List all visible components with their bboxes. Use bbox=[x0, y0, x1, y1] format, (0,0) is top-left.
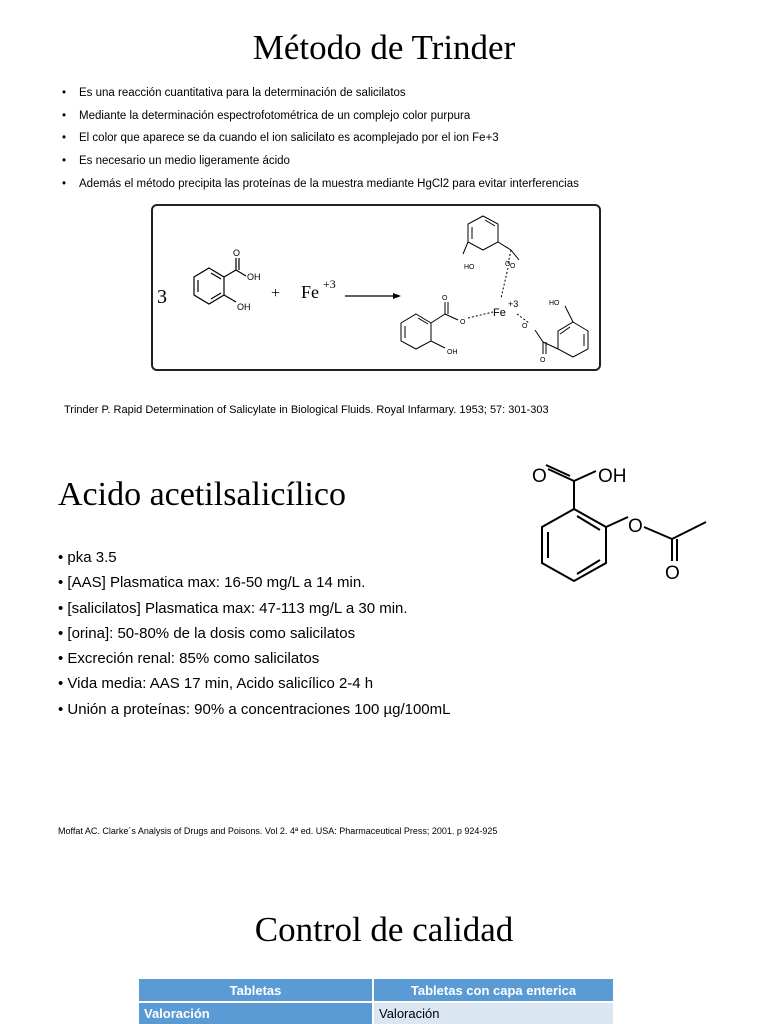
page-title-trinder: Método de Trinder bbox=[252, 28, 516, 67]
bullet-text: pka 3.5 bbox=[67, 549, 117, 566]
atom-label: HO bbox=[464, 264, 475, 271]
table-cell: Valoración bbox=[373, 1002, 614, 1024]
atom-label: O bbox=[540, 357, 546, 364]
atom-label: O bbox=[505, 261, 511, 268]
bullet-icon: • bbox=[58, 700, 68, 718]
complex-fe-label: Fe bbox=[493, 307, 506, 319]
quality-control-table bbox=[139, 979, 615, 1024]
list-item bbox=[58, 572, 450, 597]
page-title-aas: Acido acetilsalicílico bbox=[58, 476, 346, 513]
atom-label: OH bbox=[237, 302, 251, 312]
bullet-icon: • bbox=[58, 599, 68, 617]
bullet-text: El color que aparece se da cuando el ion salicilato es acomplejado por el ion Fe+3 bbox=[79, 132, 499, 145]
trinder-reaction-diagram bbox=[151, 204, 601, 371]
list-item bbox=[58, 623, 450, 648]
atom-label: OH bbox=[247, 272, 261, 282]
atom-label: O bbox=[628, 516, 643, 537]
bullet-text: [salicilatos] Plasmatica max: 47-113 mg/L a 30 min. bbox=[67, 599, 408, 617]
bullet-text: [orina]: 50-80% de la dosis como salicilatos bbox=[67, 624, 356, 642]
plus-sign: + bbox=[271, 285, 281, 302]
atom-label: O bbox=[460, 319, 466, 326]
iron-salicylate-complex bbox=[401, 216, 588, 357]
atom-label: O bbox=[532, 466, 547, 487]
reaction-scheme bbox=[153, 206, 599, 369]
list-item bbox=[58, 648, 450, 673]
atom-label: O bbox=[233, 248, 241, 258]
bullet-icon: • bbox=[62, 87, 67, 99]
bullet-text: Vida media: AAS 17 min, Acido salicílico 2-4 h bbox=[67, 675, 374, 693]
list-item bbox=[62, 107, 579, 130]
bullet-text: [AAS] Plasmatica max: 16-50 mg/L a 14 min. bbox=[67, 574, 366, 592]
column-header: Tabletas con capa enterica bbox=[373, 979, 614, 1002]
aas-bullet-list bbox=[58, 547, 450, 724]
table-header-row bbox=[139, 979, 614, 1002]
bullet-icon: • bbox=[62, 177, 67, 190]
bullet-icon: • bbox=[58, 574, 68, 592]
atom-label: HO bbox=[549, 300, 560, 307]
bullet-icon: • bbox=[62, 155, 67, 168]
bullet-text: Unión a proteínas: 90% a concentraciones 100 µg/100mL bbox=[67, 700, 451, 718]
bullet-icon: • bbox=[58, 675, 68, 693]
complex-fe-charge: +3 bbox=[508, 299, 519, 309]
list-item bbox=[62, 129, 579, 152]
bullet-icon: • bbox=[62, 109, 67, 122]
bullet-text: Es necesario un medio ligeramente ácido bbox=[79, 155, 290, 168]
bullet-text: Es una reacción cuantitativa para la determinación de salicilatos bbox=[79, 87, 406, 99]
salicylic-acid-structure bbox=[194, 258, 246, 304]
iron-charge: +3 bbox=[323, 277, 336, 291]
bullet-icon: • bbox=[58, 549, 68, 566]
atom-label: O bbox=[522, 323, 528, 330]
table-cell: Valoración bbox=[139, 1002, 373, 1024]
list-item bbox=[62, 152, 579, 175]
list-item bbox=[62, 175, 579, 198]
acetylsalicylic-acid-structure bbox=[528, 455, 718, 585]
atom-label: OH bbox=[598, 466, 627, 487]
atom-label: O bbox=[510, 263, 516, 270]
atom-label: O bbox=[442, 295, 448, 302]
page-title-quality-control: Control de calidad bbox=[254, 910, 514, 949]
table-row bbox=[139, 1002, 614, 1024]
bullet-icon: • bbox=[58, 624, 68, 642]
list-item bbox=[58, 598, 450, 623]
list-item bbox=[58, 699, 450, 724]
atom-label: O bbox=[665, 563, 680, 584]
list-item bbox=[58, 673, 450, 698]
atom-label: OH bbox=[447, 349, 458, 356]
bullet-text: Además el método precipita las proteínas de la muestra mediante HgCl2 para evitar interferencias bbox=[79, 177, 579, 190]
trinder-reference: Trinder P. Rapid Determination of Salicylate in Biological Fluids. Royal Infarmary. 1953; 57: 301-303 bbox=[64, 404, 549, 416]
clarke-reference: Moffat AC. Clarke´s Analysis of Drugs and Poisons. Vol 2. 4ª ed. USA: Pharmaceutical Press; 2001. p 924-925 bbox=[58, 826, 498, 836]
bullet-icon: • bbox=[58, 650, 68, 668]
list-item bbox=[58, 547, 450, 572]
trinder-bullet-list bbox=[62, 84, 579, 197]
bullet-text: Excreción renal: 85% como salicilatos bbox=[67, 650, 320, 668]
list-item bbox=[62, 84, 579, 107]
reaction-arrow-icon bbox=[345, 293, 401, 299]
bullet-icon: • bbox=[62, 132, 67, 145]
bullet-text: Mediante la determinación espectrofotométrica de un complejo color purpura bbox=[79, 109, 471, 122]
coefficient-label: 3 bbox=[157, 286, 167, 308]
iron-label: Fe bbox=[301, 282, 319, 302]
column-header: Tabletas bbox=[139, 979, 373, 1002]
